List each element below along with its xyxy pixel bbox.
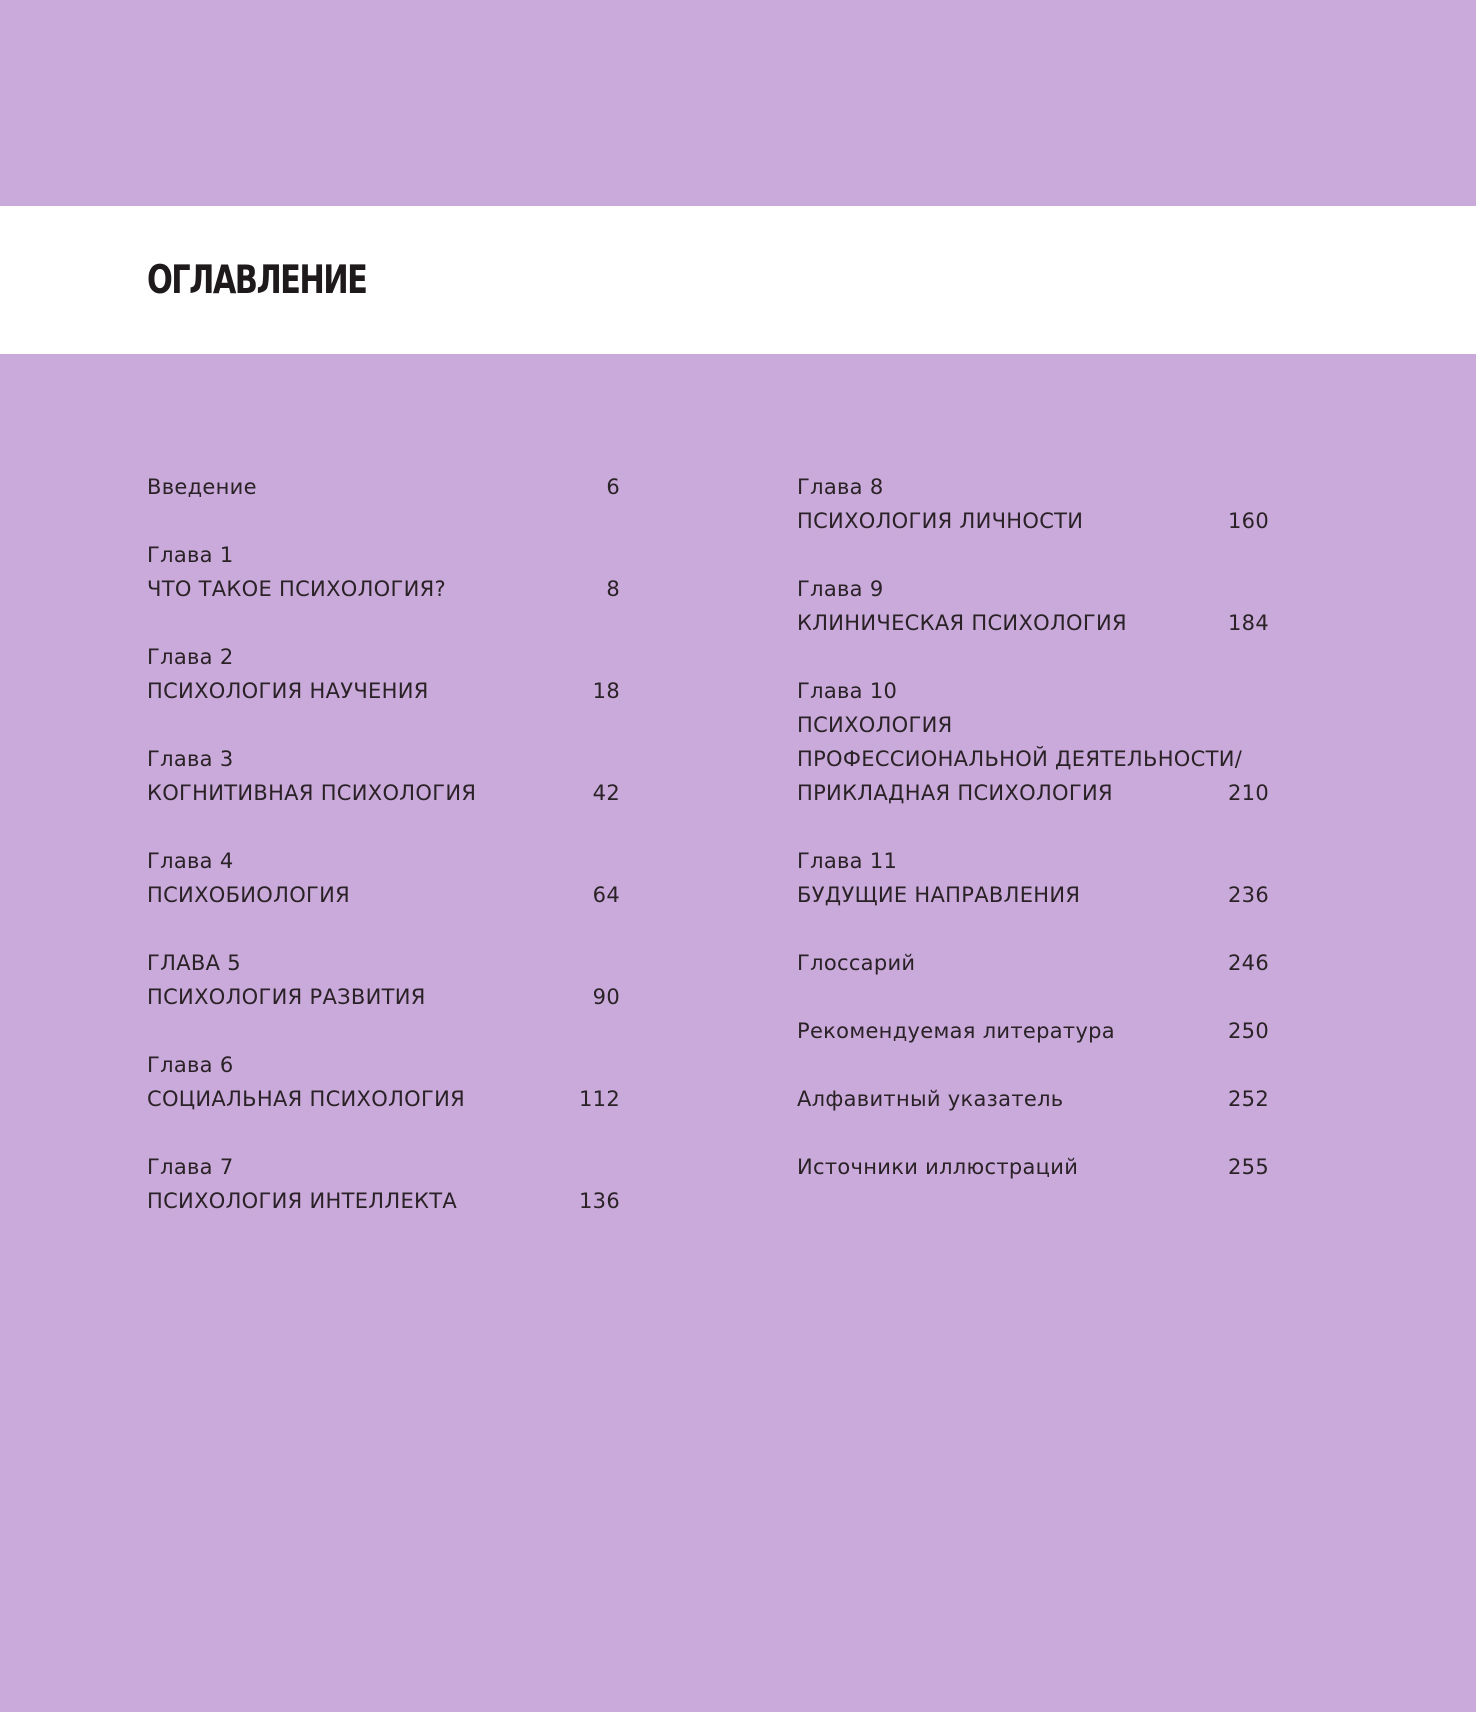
toc-entry-introduction[interactable] — [147, 470, 620, 504]
toc-left-column — [147, 470, 620, 1252]
toc-page-number: 252 — [1228, 1087, 1269, 1111]
toc-page-number: 90 — [592, 985, 620, 1009]
toc-page-number: 112 — [579, 1087, 620, 1111]
toc-entry-title: КЛИНИЧЕСКАЯ ПСИХОЛОГИЯ — [797, 611, 1127, 635]
toc-chapter-label: Глава 6 — [147, 1053, 234, 1077]
toc-entry-title: ПСИХОЛОГИЯ РАЗВИТИЯ — [147, 985, 426, 1009]
toc-entry-title-line: ПРИКЛАДНАЯ ПСИХОЛОГИЯ — [797, 781, 1113, 805]
toc-chapter-label: Глава 11 — [797, 849, 898, 873]
toc-entry-title-line: ПРОФЕССИОНАЛЬНОЙ ДЕЯТЕЛЬНОСТИ/ — [797, 747, 1243, 771]
toc-entry-recommended-reading[interactable] — [797, 1014, 1269, 1048]
toc-entry-chapter-10[interactable] — [797, 674, 1269, 810]
toc-chapter-label: Глава 7 — [147, 1155, 234, 1179]
toc-chapter-label: Глава 3 — [147, 747, 234, 771]
toc-page-number: 136 — [579, 1189, 620, 1213]
toc-entry-title: ПСИХОЛОГИЯ НАУЧЕНИЯ — [147, 679, 429, 703]
toc-entry-chapter-4[interactable] — [147, 844, 620, 912]
toc-entry-title: ПСИХОБИОЛОГИЯ — [147, 883, 351, 907]
toc-entry-index[interactable] — [797, 1082, 1269, 1116]
toc-page-number: 64 — [592, 883, 620, 907]
toc-page-number: 255 — [1228, 1155, 1269, 1179]
toc-entry-title: Введение — [147, 475, 257, 499]
toc-entry-title: ЧТО ТАКОЕ ПСИХОЛОГИЯ? — [147, 577, 446, 601]
toc-entry-title: СОЦИАЛЬНАЯ ПСИХОЛОГИЯ — [147, 1087, 465, 1111]
toc-chapter-label: Глава 10 — [797, 679, 898, 703]
toc-entry-chapter-9[interactable] — [797, 572, 1269, 640]
toc-page-number: 18 — [592, 679, 620, 703]
toc-entry-title: Источники иллюстраций — [797, 1155, 1079, 1179]
toc-page-number: 250 — [1228, 1019, 1269, 1043]
toc-entry-title: Рекомендуемая литература — [797, 1019, 1115, 1043]
toc-page-number: 246 — [1228, 951, 1269, 975]
toc-entry-title: БУДУЩИЕ НАПРАВЛЕНИЯ — [797, 883, 1081, 907]
toc-entry-chapter-1[interactable] — [147, 538, 620, 606]
toc-entry-glossary[interactable] — [797, 946, 1269, 980]
toc-entry-chapter-2[interactable] — [147, 640, 620, 708]
toc-chapter-label: Глава 8 — [797, 475, 884, 499]
toc-chapter-label: Глава 1 — [147, 543, 234, 567]
toc-entry-chapter-5[interactable] — [147, 946, 620, 1014]
toc-chapter-label: Глава 2 — [147, 645, 234, 669]
toc-entry-illustration-sources[interactable] — [797, 1150, 1269, 1184]
page-title: ОГЛАВЛЕНИЕ — [147, 258, 367, 303]
toc-page-number: 236 — [1228, 883, 1269, 907]
toc-page-number: 6 — [606, 475, 620, 499]
toc-entry-chapter-8[interactable] — [797, 470, 1269, 538]
toc-page-number: 210 — [1228, 781, 1269, 805]
toc-entry-title: ПСИХОЛОГИЯ ИНТЕЛЛЕКТА — [147, 1189, 458, 1213]
toc-entry-chapter-3[interactable] — [147, 742, 620, 810]
toc-entry-chapter-7[interactable] — [147, 1150, 620, 1218]
toc-entry-chapter-11[interactable] — [797, 844, 1269, 912]
toc-entry-chapter-6[interactable] — [147, 1048, 620, 1116]
toc-entry-title-line: ПСИХОЛОГИЯ — [797, 713, 953, 737]
toc-page-number: 184 — [1228, 611, 1269, 635]
toc-entry-title: КОГНИТИВНАЯ ПСИХОЛОГИЯ — [147, 781, 477, 805]
toc-entry-title: Алфавитный указатель — [797, 1087, 1064, 1111]
toc-right-column — [797, 470, 1269, 1218]
toc-entry-title: Глоссарий — [797, 951, 916, 975]
toc-chapter-label: Глава 9 — [797, 577, 884, 601]
toc-page-number: 160 — [1228, 509, 1269, 533]
toc-chapter-label: Глава 4 — [147, 849, 234, 873]
toc-page-number: 8 — [606, 577, 620, 601]
toc-chapter-label: ГЛАВА 5 — [147, 951, 241, 975]
toc-page-number: 42 — [592, 781, 620, 805]
toc-entry-title: ПСИХОЛОГИЯ ЛИЧНОСТИ — [797, 509, 1084, 533]
